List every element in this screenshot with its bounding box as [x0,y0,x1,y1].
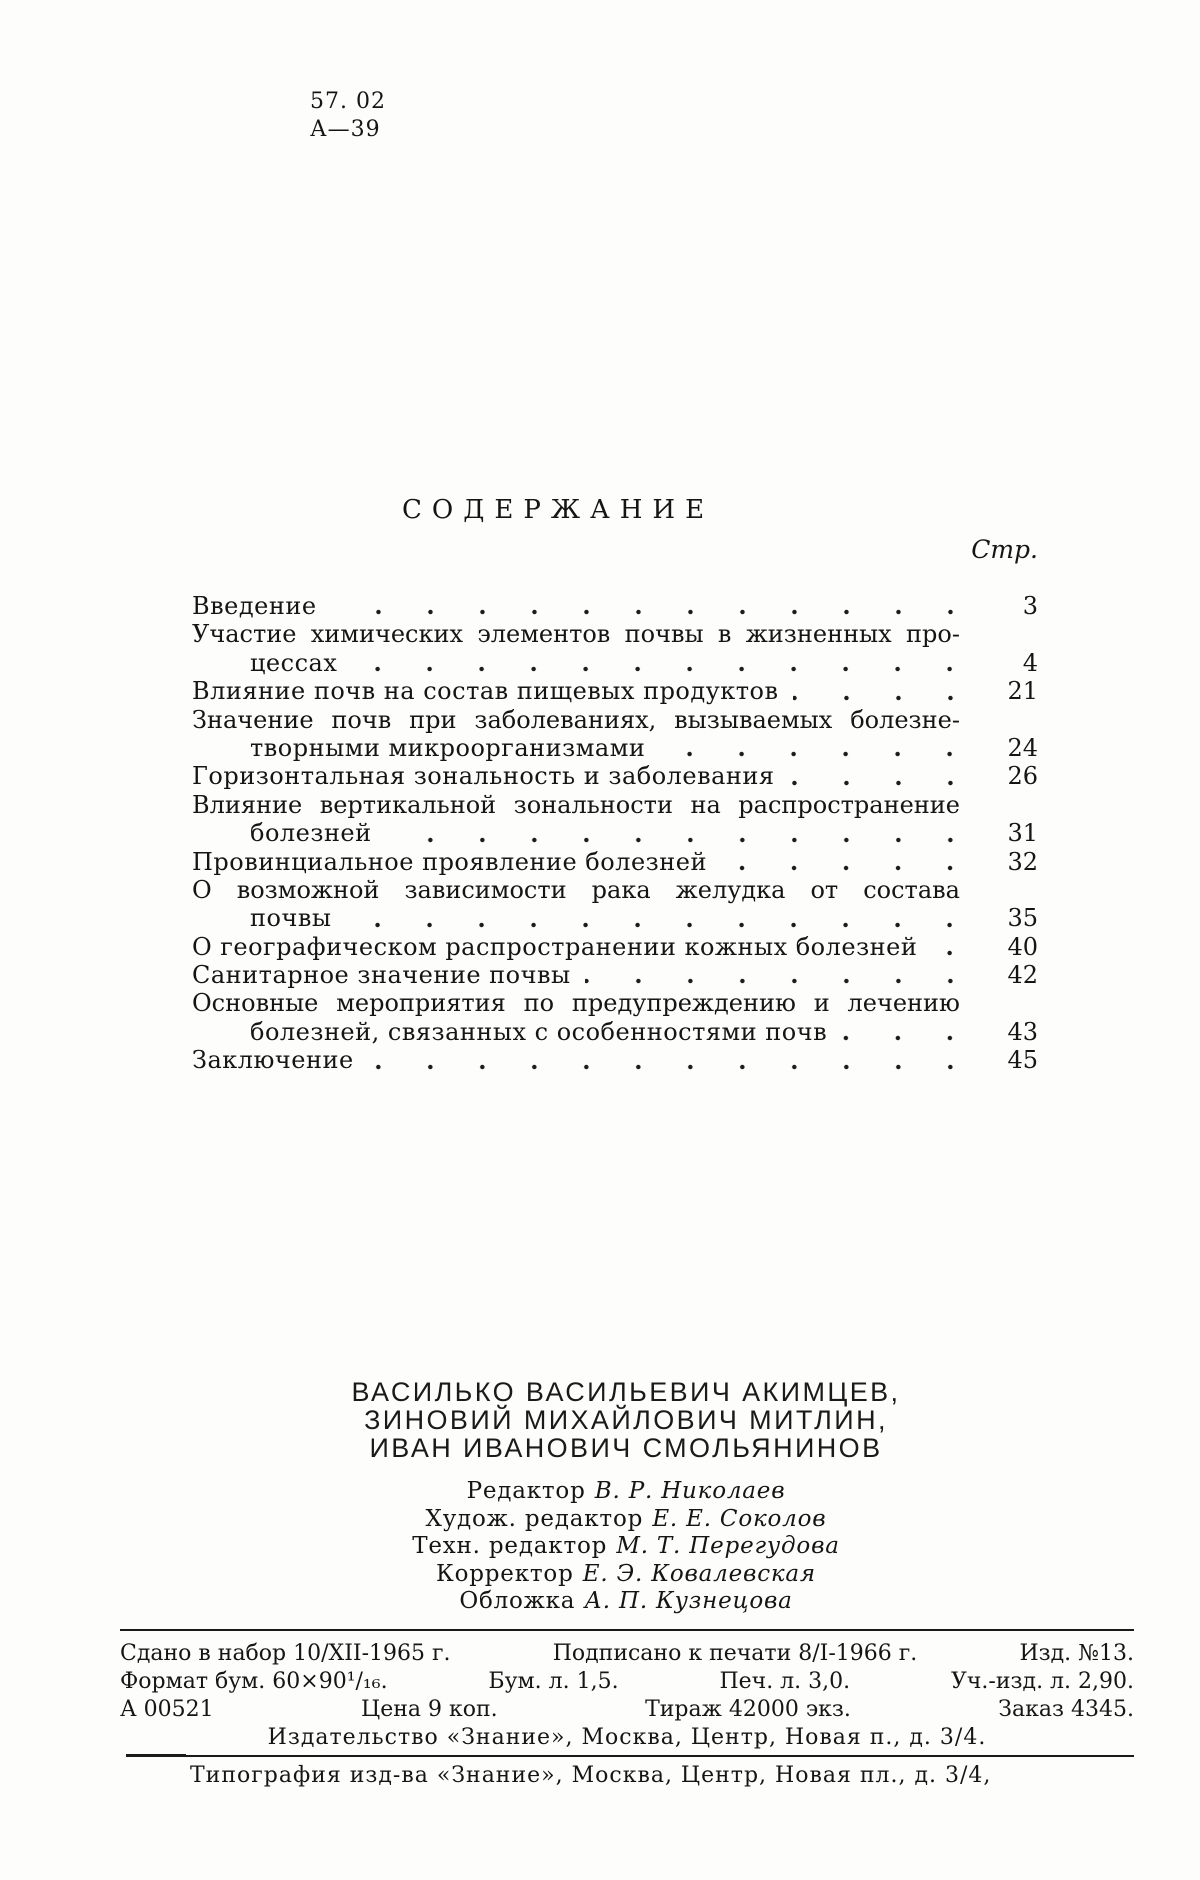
toc-word: болезне- [850,705,960,734]
price: Цена 9 коп. [361,1697,498,1722]
license-code: А 00521 [120,1697,214,1722]
author-name: ВАСИЛЬКО ВАСИЛЬЕВИЧ АКИМЦЕВ, [351,1377,901,1407]
toc-entry-page: 40 [1007,932,1038,961]
signed-date: Подписано к печати 8/I-1966 г. [552,1641,918,1666]
toc-entry-page: 24 [1007,733,1038,762]
dot-leader [931,933,964,961]
imprint-block [120,1640,1134,1752]
toc-word: Участие [192,620,297,649]
imprint-row-dates [120,1640,1134,1668]
toc-entry-provincial-diseases [192,848,1038,876]
toc-word: вертикальной [319,790,497,819]
toc-word: Значение [192,705,314,734]
credit-name: В. Р. Николаев [594,1478,786,1504]
toc-word: химических [310,620,463,649]
toc-entry-title: цессах [250,648,338,677]
credit-name: А. П. Кузнецова [584,1588,793,1614]
paper-format: Формат бум. 60×90¹/₁₆. [120,1669,388,1694]
printed-sheets: Печ. л. 3,0. [719,1669,851,1694]
toc-word: вызываемых [674,705,833,734]
imprint-row-format [120,1668,1134,1696]
toc-entry-page: 21 [1007,677,1038,706]
publisher-address: Издательство «Знание», Москва, Центр, Новая п., д. 3/4. [267,1725,987,1750]
toc-entry-title: Санитарное значение почвы [192,961,571,990]
toc-entry-page: 35 [1007,904,1038,933]
toc-word: при [409,705,457,734]
toc-entry-page: 3 [1022,592,1038,620]
edition-number: Изд. №13. [1019,1641,1134,1666]
toc-entry-page: 45 [1007,1046,1038,1075]
dot-leader [841,1018,964,1046]
imprint-top-rule [120,1629,1134,1631]
credit-role: Худож. редактор [425,1505,644,1532]
toc-entry-page: 32 [1007,847,1038,876]
toc-entry-chemical-elements [192,620,1038,677]
toc-word: от [810,875,839,904]
toc-word: в [717,620,732,649]
toc-entry-food-composition [192,677,1038,705]
toc-word: Влияние [192,790,303,819]
toc-entry-stomach-cancer [192,876,1038,933]
toc-entry-title: болезней, связанных с особенностями почв [250,1017,828,1046]
toc-entry-title-line [192,706,960,734]
imprint-rule-accent [126,1754,186,1757]
dot-leader [331,592,964,620]
dot-leader [721,848,964,876]
toc-entry-title-line [192,876,960,904]
dot-leader [386,819,964,847]
author-name: ЗИНОВИЙ МИХАЙЛОВИЧ МИТЛИН, [364,1405,888,1435]
print-run: Тираж 42000 экз. [645,1697,851,1722]
toc-title: СОДЕРЖАНИЕ [402,495,715,525]
publisher-sheets: Уч.-изд. л. 2,90. [950,1669,1134,1694]
toc-word: жизненных [745,620,892,649]
classification-index: 57. 02 [310,89,386,114]
library-marks [310,88,386,144]
toc-word: предупреждению [571,989,796,1018]
toc-entry-title: Горизонтальная зональность и заболевания [192,762,775,791]
toc-entry-title: Заключение [192,1046,354,1075]
credit-name: Е. Э. Ковалевская [582,1560,816,1587]
toc-entry-page: 31 [1007,819,1038,848]
toc-word: на [690,790,721,819]
toc-entry-title: О географическом распространении кожных болезней [192,932,918,961]
dot-leader [345,904,964,932]
toc-word: заболеваниях, [474,705,657,734]
toc-word: зональности [513,790,673,819]
toc-word: почвы [624,620,704,649]
toc-word: возможной [236,875,380,904]
page-column-label: Стр. [971,535,1038,564]
dot-leader [585,961,964,989]
toc-entry-skin-diseases [192,933,1038,961]
credit-role: Техн. редактор [412,1533,608,1559]
imprint-bottom-rule [126,1755,1134,1757]
credit-role: Редактор [466,1478,586,1504]
toc-entry-infectious-diseases [192,706,1038,763]
dot-leader [789,762,964,790]
toc-word: лечению [847,989,960,1018]
credit-line-tech-editor [326,1533,926,1561]
order-number: Заказ 4345. [998,1697,1134,1722]
toc-word: О [192,875,212,904]
table-of-contents [192,592,1038,1075]
toc-entry-title-line [192,791,960,819]
author-name: ИВАН ИВАНОВИЧ СМОЛЬЯНИНОВ [369,1433,883,1463]
toc-entry-prevention-measures [192,989,1038,1046]
toc-entry-introduction [192,592,1038,620]
toc-word: про- [906,620,960,649]
toc-word: желудка [675,875,786,904]
toc-entry-title: Введение [192,592,317,620]
toc-entry-conclusion [192,1046,1038,1074]
toc-word: зависимости [404,875,567,904]
dot-leader [368,1046,964,1074]
toc-entry-page: 4 [1022,648,1038,677]
dot-leader [659,734,964,762]
toc-entry-title: почвы [250,904,332,933]
credit-role: Обложка [459,1588,576,1614]
authors-block [299,1378,953,1462]
toc-word: почв [331,705,392,734]
credit-line-art-editor [326,1506,926,1534]
credits-block [326,1478,926,1616]
toc-entry-continuation [192,819,1038,847]
typeset-date: Сдано в набор 10/XII-1965 г. [120,1641,451,1666]
toc-word: по [523,989,555,1018]
paper-sheets: Бум. л. 1,5. [488,1669,619,1694]
author-mark: А—39 [310,117,381,142]
toc-word: Основные [192,989,319,1018]
toc-word: распространение [738,790,960,819]
toc-entry-title: Влияние почв на состав пищевых продуктов [192,677,779,706]
credit-name: М. Т. Перегудова [616,1533,840,1559]
toc-entry-continuation [192,1018,1038,1046]
credit-name: Е. Е. Соколов [652,1505,827,1532]
toc-entry-continuation [192,649,1038,677]
toc-entry-vertical-zonality [192,791,1038,848]
printer-address: Типография изд-ва «Знание», Москва, Центр, Новая пл., д. 3/4, [190,1763,992,1788]
toc-entry-continuation [192,904,1038,932]
dot-leader [793,677,964,705]
toc-entry-horizontal-zonality [192,762,1038,790]
toc-word: мероприятия [336,989,506,1018]
toc-entry-title: Провинциальное проявление болезней [192,847,707,876]
toc-entry-title: болезней [250,819,372,848]
toc-entry-sanitary-value [192,961,1038,989]
toc-entry-page: 42 [1007,961,1038,990]
toc-entry-continuation [192,734,1038,762]
toc-word: состава [863,875,960,904]
credit-line-proofreader [326,1561,926,1589]
credit-line-cover [326,1588,926,1616]
toc-entry-page: 26 [1007,762,1038,791]
toc-word: рака [591,875,651,904]
toc-entry-title-line [192,989,960,1017]
toc-word: элементов [477,620,611,649]
credit-line-editor [326,1478,926,1506]
toc-entry-page: 43 [1007,1017,1038,1046]
toc-entry-title-line [192,620,960,648]
dot-leader [351,649,964,677]
toc-entry-title: творными микроорганизмами [250,733,646,762]
imprint-row-codes [120,1696,1134,1724]
toc-word: и [813,989,830,1018]
credit-role: Корректор [436,1560,574,1587]
